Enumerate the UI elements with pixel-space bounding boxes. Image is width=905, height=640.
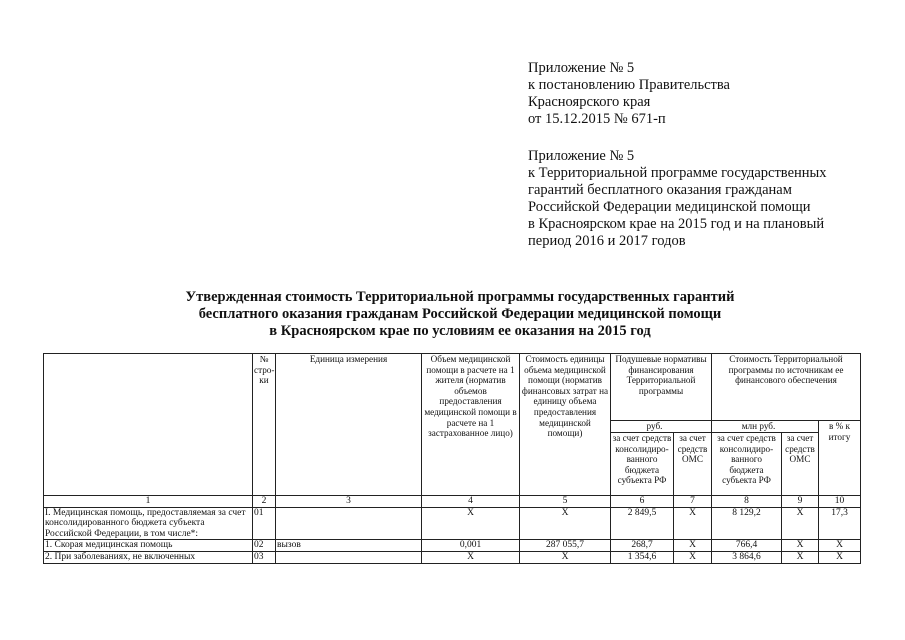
row-cost-budget: 766,4 [712,540,782,552]
column-number: 5 [520,496,611,508]
row-unit-cost: 287 055,7 [520,540,611,552]
header-per-capita-budget: за счет средств консолидиро-ванного бюджета субъекта РФ [611,433,674,496]
column-number: 8 [712,496,782,508]
row-cost-budget: 8 129,2 [712,507,782,540]
row-cost-budget: 3 864,6 [712,551,782,563]
row-cost-oms: Х [782,507,819,540]
header-percent: в % к итогу [819,421,861,496]
column-number: 6 [611,496,674,508]
row-volume: Х [422,507,520,540]
appendix-line: Приложение № 5 [528,60,635,76]
row-unit-cost: Х [520,551,611,563]
appendix-line: к постановлению Правительства [528,77,730,93]
row-unit [276,551,422,563]
row-cost-oms: Х [782,540,819,552]
row-per-capita-oms: Х [674,540,712,552]
title-line: в Красноярском крае по условиям ее оказания на 2015 год [269,323,651,339]
appendix-line: Красноярского края [528,94,651,110]
cost-table [43,353,861,564]
document-title [100,289,820,340]
header-mln-rub: млн руб. [712,421,819,433]
row-per-capita-budget: 1 354,6 [611,551,674,563]
header-per-capita: Подушевые нормативы финансирования Территориальной программы [611,354,712,421]
row-name: I. Медицинская помощь, предоставляемая за счет консолидированного бюджета субъекта Российской Федерации, в том числе*: [44,507,253,540]
row-name: 1. Скорая медицинская помощь [44,540,253,552]
header-unit: Единица измерения [276,354,422,496]
row-volume: Х [422,551,520,563]
column-number: 4 [422,496,520,508]
header-cost-oms: за счет средств ОМС [782,433,819,496]
appendix-line: к Территориальной программе государственных [528,165,827,181]
row-per-capita-oms: Х [674,551,712,563]
row-per-capita-budget: 268,7 [611,540,674,552]
appendix-header-resolution [528,60,888,128]
header-empty-cell [44,354,253,496]
title-line: бесплатного оказания гражданам Российской Федерации медицинской помощи [198,306,722,322]
header-cost-group: Стоимость Территориальной программы по источникам ее финансового обеспечения [712,354,861,421]
column-number: 9 [782,496,819,508]
appendix-line: в Красноярском крае на 2015 год и на плановый [528,216,825,232]
column-number: 3 [276,496,422,508]
row-volume: 0,001 [422,540,520,552]
row-per-capita-oms: Х [674,507,712,540]
row-unit-cost: Х [520,507,611,540]
row-unit: вызов [276,540,422,552]
appendix-line: гарантий бесплатного оказания гражданам [528,182,792,198]
column-number: 2 [253,496,276,508]
header-unit-cost: Стоимость единицы объема медицинской помощи (норматив финансовых затрат на единицу объема предоставления медицинской помощи) [520,354,611,496]
row-percent: 17,3 [819,507,861,540]
row-name: 2. При заболеваниях, не включенных [44,551,253,563]
appendix-line: Приложение № 5 [528,148,635,164]
row-percent: Х [819,551,861,563]
appendix-line: от 15.12.2015 № 671-п [528,111,666,127]
row-line-number: 01 [253,507,276,540]
column-number: 1 [44,496,253,508]
row-unit [276,507,422,540]
row-percent: Х [819,540,861,552]
header-cost-budget: за счет средств консолидиро-ванного бюджета субъекта РФ [712,433,782,496]
table-row [44,551,861,563]
appendix-line: Российской Федерации медицинской помощи [528,199,811,215]
header-rub: руб. [611,421,712,433]
title-line: Утвержденная стоимость Территориальной программы государственных гарантий [185,289,735,305]
appendix-header-program [528,148,888,250]
appendix-line: период 2016 и 2017 годов [528,233,686,249]
column-number-row [44,496,861,508]
header-per-capita-oms: за счет средств ОМС [674,433,712,496]
table-row [44,540,861,552]
column-number: 10 [819,496,861,508]
header-volume: Объем медицинской помощи в расчете на 1 жителя (норматив объемов предоставления медицинской помощи в расчете на 1 застрахованное лицо) [422,354,520,496]
row-cost-oms: Х [782,551,819,563]
table-row [44,507,861,540]
header-row-number: № стро-ки [253,354,276,496]
row-per-capita-budget: 2 849,5 [611,507,674,540]
row-line-number: 02 [253,540,276,552]
row-line-number: 03 [253,551,276,563]
column-number: 7 [674,496,712,508]
